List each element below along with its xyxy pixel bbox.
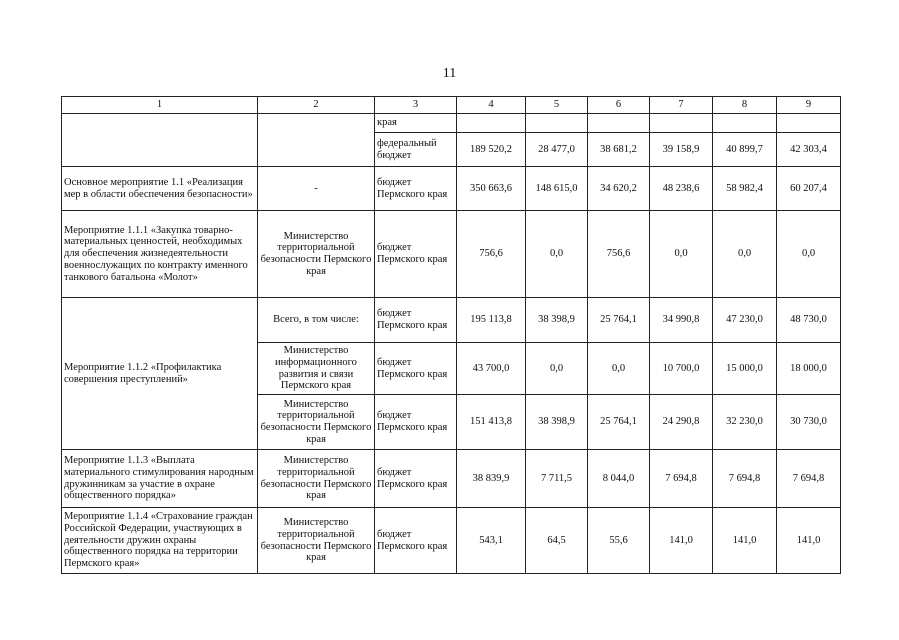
value-cell: 0,0 xyxy=(526,343,588,395)
value-cell: 7 694,8 xyxy=(777,450,841,508)
value-cell: 24 290,8 xyxy=(650,395,713,450)
activity-name-cell xyxy=(62,114,258,167)
value-cell: 48 730,0 xyxy=(777,298,841,343)
value-cell xyxy=(713,114,777,133)
value-cell: 7 711,5 xyxy=(526,450,588,508)
funding-source-cell: бюджет Пермского края xyxy=(375,450,457,508)
value-cell: 7 694,8 xyxy=(713,450,777,508)
table-row xyxy=(62,450,841,508)
value-cell: 25 764,1 xyxy=(588,298,650,343)
funding-source-cell: края xyxy=(375,114,457,133)
executor-cell xyxy=(258,114,375,167)
executor-cell: Министерство территориальной безопасности Пермского края xyxy=(258,395,375,450)
value-cell: 25 764,1 xyxy=(588,395,650,450)
value-cell: 756,6 xyxy=(588,211,650,298)
column-header: 9 xyxy=(777,97,841,114)
value-cell: 42 303,4 xyxy=(777,133,841,167)
activity-name-cell: Мероприятие 1.1.4 «Страхование граждан Российской Федерации, участвующих в деятельности дружин охраны общественного порядка на территории Пермского края» xyxy=(62,508,258,574)
value-cell: 0,0 xyxy=(650,211,713,298)
executor-cell: Министерство территориальной безопасности Пермского края xyxy=(258,211,375,298)
value-cell: 38 839,9 xyxy=(457,450,526,508)
funding-source-cell: бюджет Пермского края xyxy=(375,395,457,450)
value-cell: 28 477,0 xyxy=(526,133,588,167)
column-header: 6 xyxy=(588,97,650,114)
funding-source-cell: бюджет Пермского края xyxy=(375,298,457,343)
activity-name-cell: Основное мероприятие 1.1 «Реализация мер в области обеспечения безопасности» xyxy=(62,167,258,211)
table-row xyxy=(62,114,841,133)
value-cell: 7 694,8 xyxy=(650,450,713,508)
value-cell: 0,0 xyxy=(777,211,841,298)
funding-source-cell: бюджет Пермского края xyxy=(375,508,457,574)
value-cell xyxy=(650,114,713,133)
value-cell: 40 899,7 xyxy=(713,133,777,167)
value-cell: 48 238,6 xyxy=(650,167,713,211)
value-cell: 141,0 xyxy=(777,508,841,574)
value-cell: 151 413,8 xyxy=(457,395,526,450)
value-cell: 38 681,2 xyxy=(588,133,650,167)
table-row xyxy=(62,298,841,343)
value-cell: 141,0 xyxy=(650,508,713,574)
value-cell: 148 615,0 xyxy=(526,167,588,211)
value-cell: 350 663,6 xyxy=(457,167,526,211)
value-cell: 55,6 xyxy=(588,508,650,574)
value-cell: 10 700,0 xyxy=(650,343,713,395)
table-row xyxy=(62,508,841,574)
value-cell: 32 230,0 xyxy=(713,395,777,450)
page-number: 11 xyxy=(442,66,457,81)
column-header: 2 xyxy=(258,97,375,114)
table-row xyxy=(62,167,841,211)
value-cell xyxy=(526,114,588,133)
activity-name-cell: Мероприятие 1.1.3 «Выплата материального стимулирования народным дружинникам за участие в охране общественного порядка» xyxy=(62,450,258,508)
column-header: 4 xyxy=(457,97,526,114)
value-cell: 30 730,0 xyxy=(777,395,841,450)
value-cell: 15 000,0 xyxy=(713,343,777,395)
value-cell: 756,6 xyxy=(457,211,526,298)
value-cell: 38 398,9 xyxy=(526,298,588,343)
activity-name-cell: Мероприятие 1.1.2 «Профилактика совершения преступлений» xyxy=(62,298,258,450)
executor-cell: Министерство территориальной безопасности Пермского края xyxy=(258,450,375,508)
value-cell xyxy=(777,114,841,133)
table-row xyxy=(62,211,841,298)
value-cell: 34 990,8 xyxy=(650,298,713,343)
value-cell xyxy=(588,114,650,133)
value-cell: 38 398,9 xyxy=(526,395,588,450)
funding-source-cell: бюджет Пермского края xyxy=(375,167,457,211)
value-cell: 64,5 xyxy=(526,508,588,574)
column-header: 8 xyxy=(713,97,777,114)
value-cell: 195 113,8 xyxy=(457,298,526,343)
value-cell: 189 520,2 xyxy=(457,133,526,167)
value-cell: 543,1 xyxy=(457,508,526,574)
funding-source-cell: бюджет Пермского края xyxy=(375,211,457,298)
value-cell: 18 000,0 xyxy=(777,343,841,395)
value-cell: 0,0 xyxy=(588,343,650,395)
value-cell: 58 982,4 xyxy=(713,167,777,211)
value-cell: 43 700,0 xyxy=(457,343,526,395)
column-header: 1 xyxy=(62,97,258,114)
column-header: 7 xyxy=(650,97,713,114)
executor-cell: Министерство информационного развития и связи Пермского края xyxy=(258,343,375,395)
value-cell: 34 620,2 xyxy=(588,167,650,211)
column-header: 3 xyxy=(375,97,457,114)
funding-source-cell: федеральный бюджет xyxy=(375,133,457,167)
value-cell: 0,0 xyxy=(713,211,777,298)
executor-cell: Министерство территориальной безопасности Пермского края xyxy=(258,508,375,574)
value-cell: 47 230,0 xyxy=(713,298,777,343)
value-cell: 0,0 xyxy=(526,211,588,298)
value-cell: 39 158,9 xyxy=(650,133,713,167)
value-cell: 60 207,4 xyxy=(777,167,841,211)
column-header: 5 xyxy=(526,97,588,114)
executor-cell: - xyxy=(258,167,375,211)
executor-cell: Всего, в том числе: xyxy=(258,298,375,343)
funding-source-cell: бюджет Пермского края xyxy=(375,343,457,395)
value-cell: 141,0 xyxy=(713,508,777,574)
value-cell xyxy=(457,114,526,133)
value-cell: 8 044,0 xyxy=(588,450,650,508)
header-row xyxy=(62,97,841,114)
budget-table xyxy=(61,96,841,574)
activity-name-cell: Мероприятие 1.1.1 «Закупка товарно-материальных ценностей, необходимых для обеспечения жизнедеятельности военнослужащих по контракту именного танкового батальона «Молот» xyxy=(62,211,258,298)
